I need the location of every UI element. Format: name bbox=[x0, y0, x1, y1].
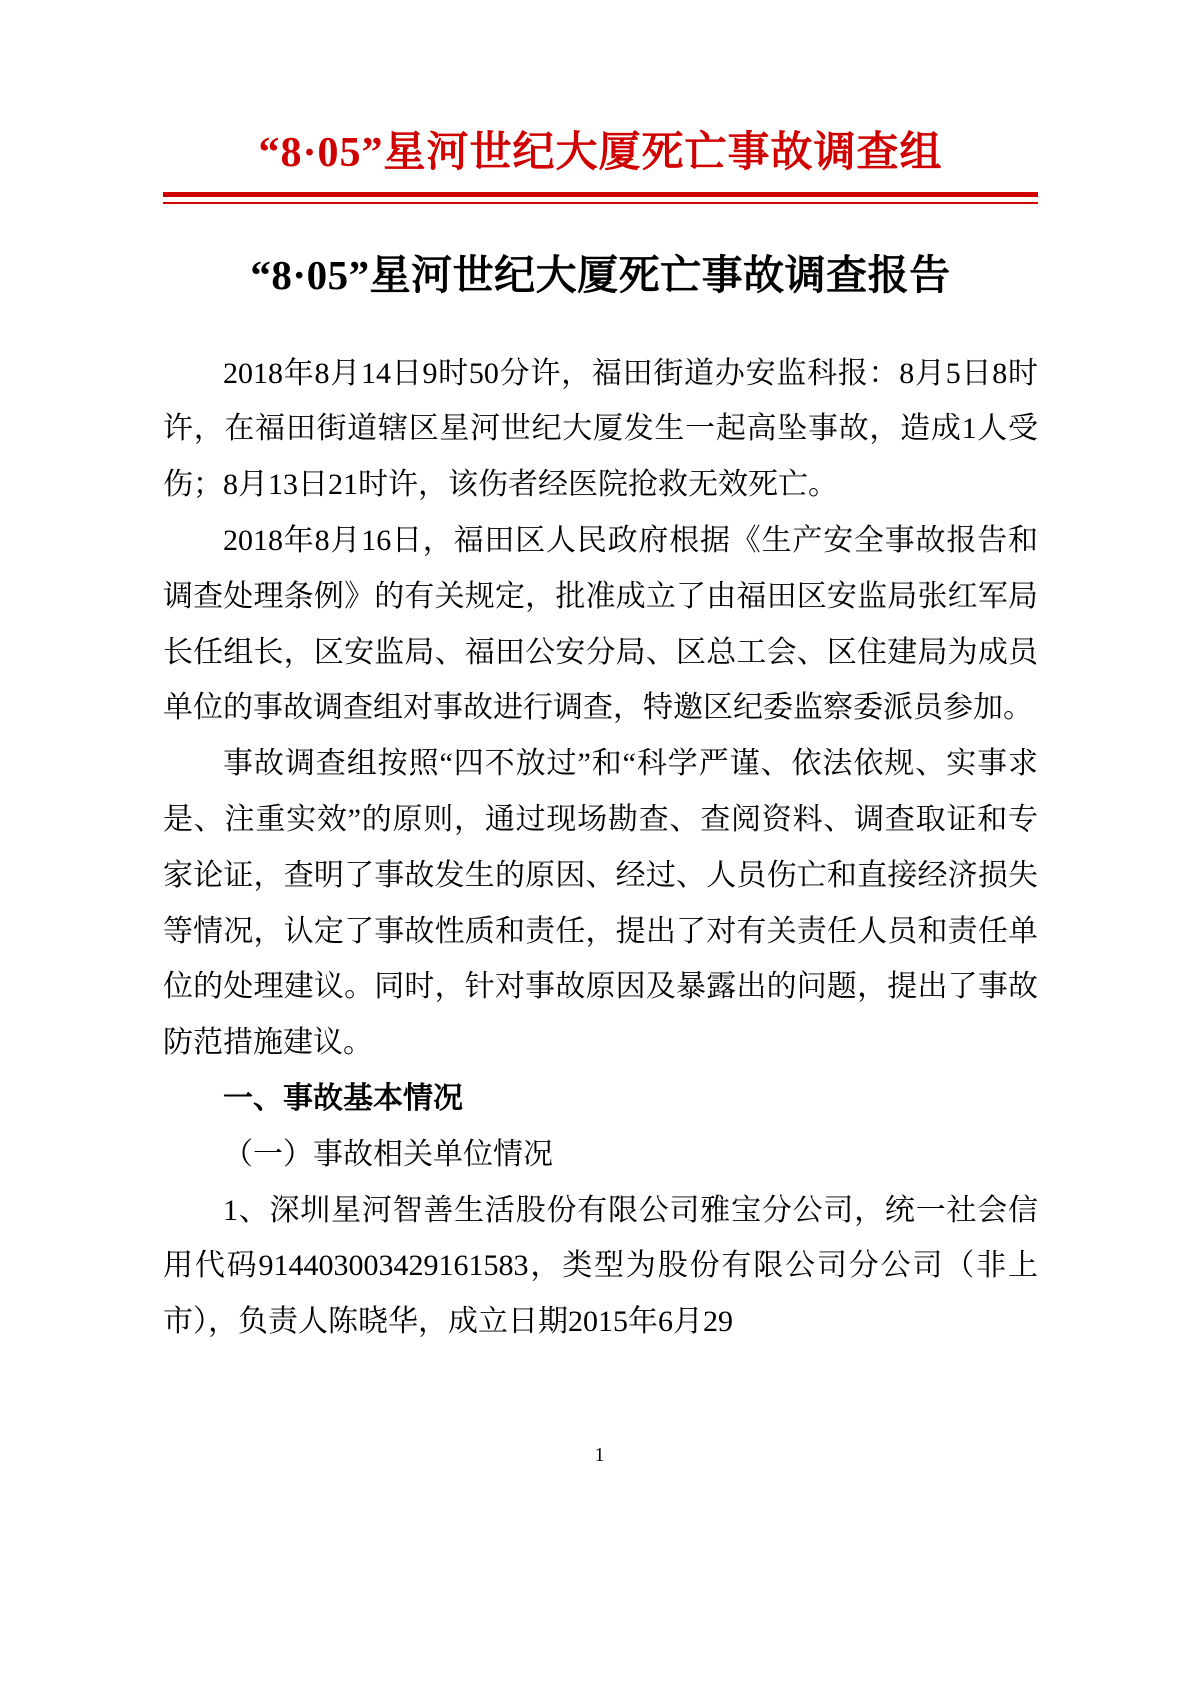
document-content bbox=[163, 0, 1038, 1350]
paragraph-2: 2018年8月16日，福田区人民政府根据《生产安全事故报告和调查处理条例》的有关规定，批准成立了由福田区安监局张红军局长任组长，区安监局、福田公安分局、区总工会、区住建局为成员单位的事故调查组对事故进行调查，特邀区纪委监察委派员参加。 bbox=[163, 524, 1038, 725]
letterhead-title: “8·05”星河世纪大厦死亡事故调查组 bbox=[258, 130, 943, 176]
letterhead-rule-thick bbox=[163, 192, 1038, 197]
subsection-heading: （一）事故相关单位情况 bbox=[223, 1137, 553, 1171]
list-item-1: 1、深圳星河智善生活股份有限公司雅宝分公司，统一社会信用代码914403003429161583，类型为股份有限公司分公司（非上市），负责人陈晓华，成立日期2015年6月29 bbox=[163, 1193, 1038, 1339]
letterhead-rule-thin bbox=[163, 202, 1038, 204]
paragraph-1: 2018年8月14日9时50分许，福田街道办安监科报：8月5日8时许，在福田街道辖区星河世纪大厦发生一起高坠事故，造成1人受伤；8月13日21时许，该伤者经医院抢救无效死亡。 bbox=[163, 356, 1038, 502]
page-number: 1 bbox=[594, 1444, 605, 1466]
section-heading: 一、事故基本情况 bbox=[223, 1082, 463, 1115]
paragraph-3: 事故调查组按照“四不放过”和“科学严谨、依法依规、实事求是、注重实效”的原则，通过现场勘查、查阅资料、调查取证和专家论证，查明了事故发生的原因、经过、人员伤亡和直接经济损失等情况，认定了事故性质和责任，提出了对有关责任人员和责任单位的处理建议。同时，针对事故原因及暴露出的问题，提出了事故防范措施建议。 bbox=[163, 747, 1038, 1060]
document-body bbox=[163, 346, 1038, 1350]
document-title: “8·05”星河世纪大厦死亡事故调查报告 bbox=[250, 252, 951, 299]
